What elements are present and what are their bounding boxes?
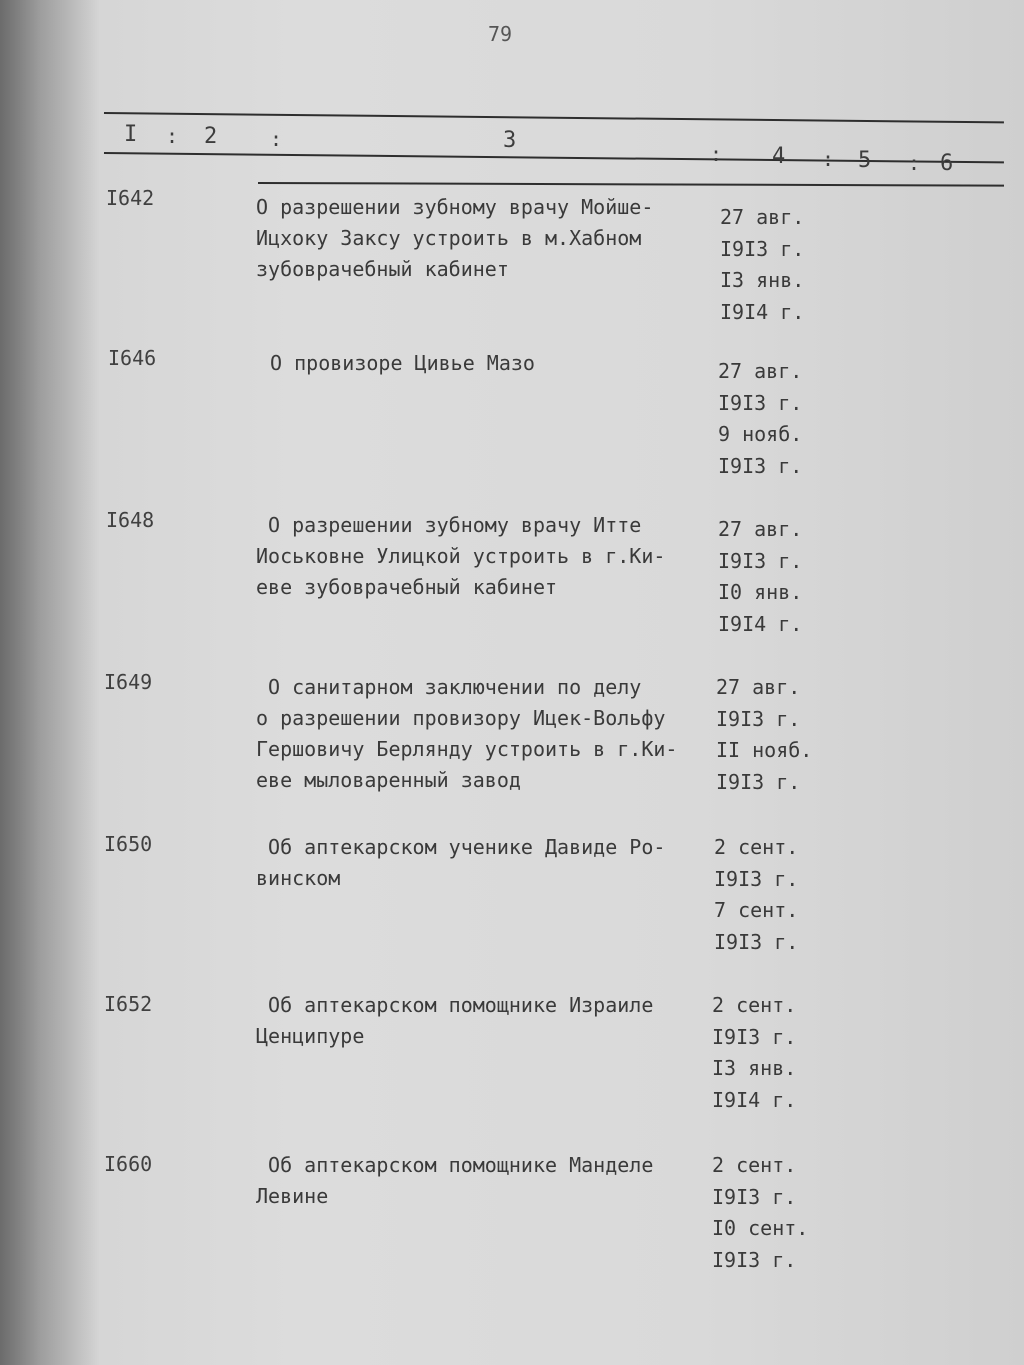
- entry-number: I648: [106, 508, 155, 532]
- entry-dates: 2 сент. I9I3 г. 7 сент. I9I3 г.: [714, 835, 799, 954]
- column-header-3: 3: [503, 128, 517, 153]
- header-top-rule: [104, 112, 1004, 123]
- entry-number: I646: [108, 346, 157, 370]
- column-header-4: 4: [772, 144, 786, 169]
- column-separator: :: [822, 147, 835, 171]
- entry-number: I642: [106, 186, 155, 210]
- entry-number: I660: [104, 1152, 153, 1176]
- column-header-5: 5: [858, 148, 872, 173]
- entry-description: О разрешении зубному врачу Итте Иоськовне Улицкой устроить в г.Ки- еве зубоврачебный кабинет: [256, 513, 666, 599]
- column-separator: :: [270, 127, 283, 151]
- entry-dates: 27 авг. I9I3 г. II нояб. I9I3 г.: [716, 675, 813, 794]
- entry-description: Об аптекарском ученике Давиде Ро- винском: [256, 835, 666, 890]
- header-bottom-rule: [258, 182, 1004, 187]
- entry-description: О санитарном заключении по делу о разрешении провизору Ицек-Вольфу Гершовичу Берлянду устроить в г.Ки- еве мыловаренный завод: [256, 675, 678, 792]
- entry-description: О разрешении зубному врачу Мойше- Ицхоку Заксу устроить в м.Хабном зубоврачебный кабинет: [256, 195, 654, 281]
- entry-dates: 27 авг. I9I3 г. I3 янв. I9I4 г.: [720, 205, 805, 324]
- entry-description: О провизоре Цивье Мазо: [258, 351, 535, 375]
- entry-dates: 27 авг. I9I3 г. 9 нояб. I9I3 г.: [718, 359, 803, 478]
- column-separator: :: [166, 124, 179, 148]
- column-header-6: 6: [940, 151, 954, 176]
- column-separator: :: [710, 142, 723, 166]
- binding-shadow: [0, 0, 100, 1365]
- page-number: 79: [488, 22, 513, 46]
- column-header-2: 2: [204, 124, 218, 149]
- entry-dates: 27 авг. I9I3 г. I0 янв. I9I4 г.: [718, 517, 803, 636]
- entry-description: Об аптекарском помощнике Израиле Ценципуре: [256, 993, 654, 1048]
- entry-number: I652: [104, 992, 153, 1016]
- entry-number: I649: [104, 670, 153, 694]
- entry-description: Об аптекарском помощнике Манделе Левине: [256, 1153, 654, 1208]
- column-header-1: I: [124, 122, 138, 147]
- column-separator: :: [908, 151, 921, 175]
- entry-dates: 2 сент. I9I3 г. I3 янв. I9I4 г.: [712, 993, 797, 1112]
- entry-number: I650: [104, 832, 153, 856]
- entry-dates: 2 сент. I9I3 г. I0 сент. I9I3 г.: [712, 1153, 809, 1272]
